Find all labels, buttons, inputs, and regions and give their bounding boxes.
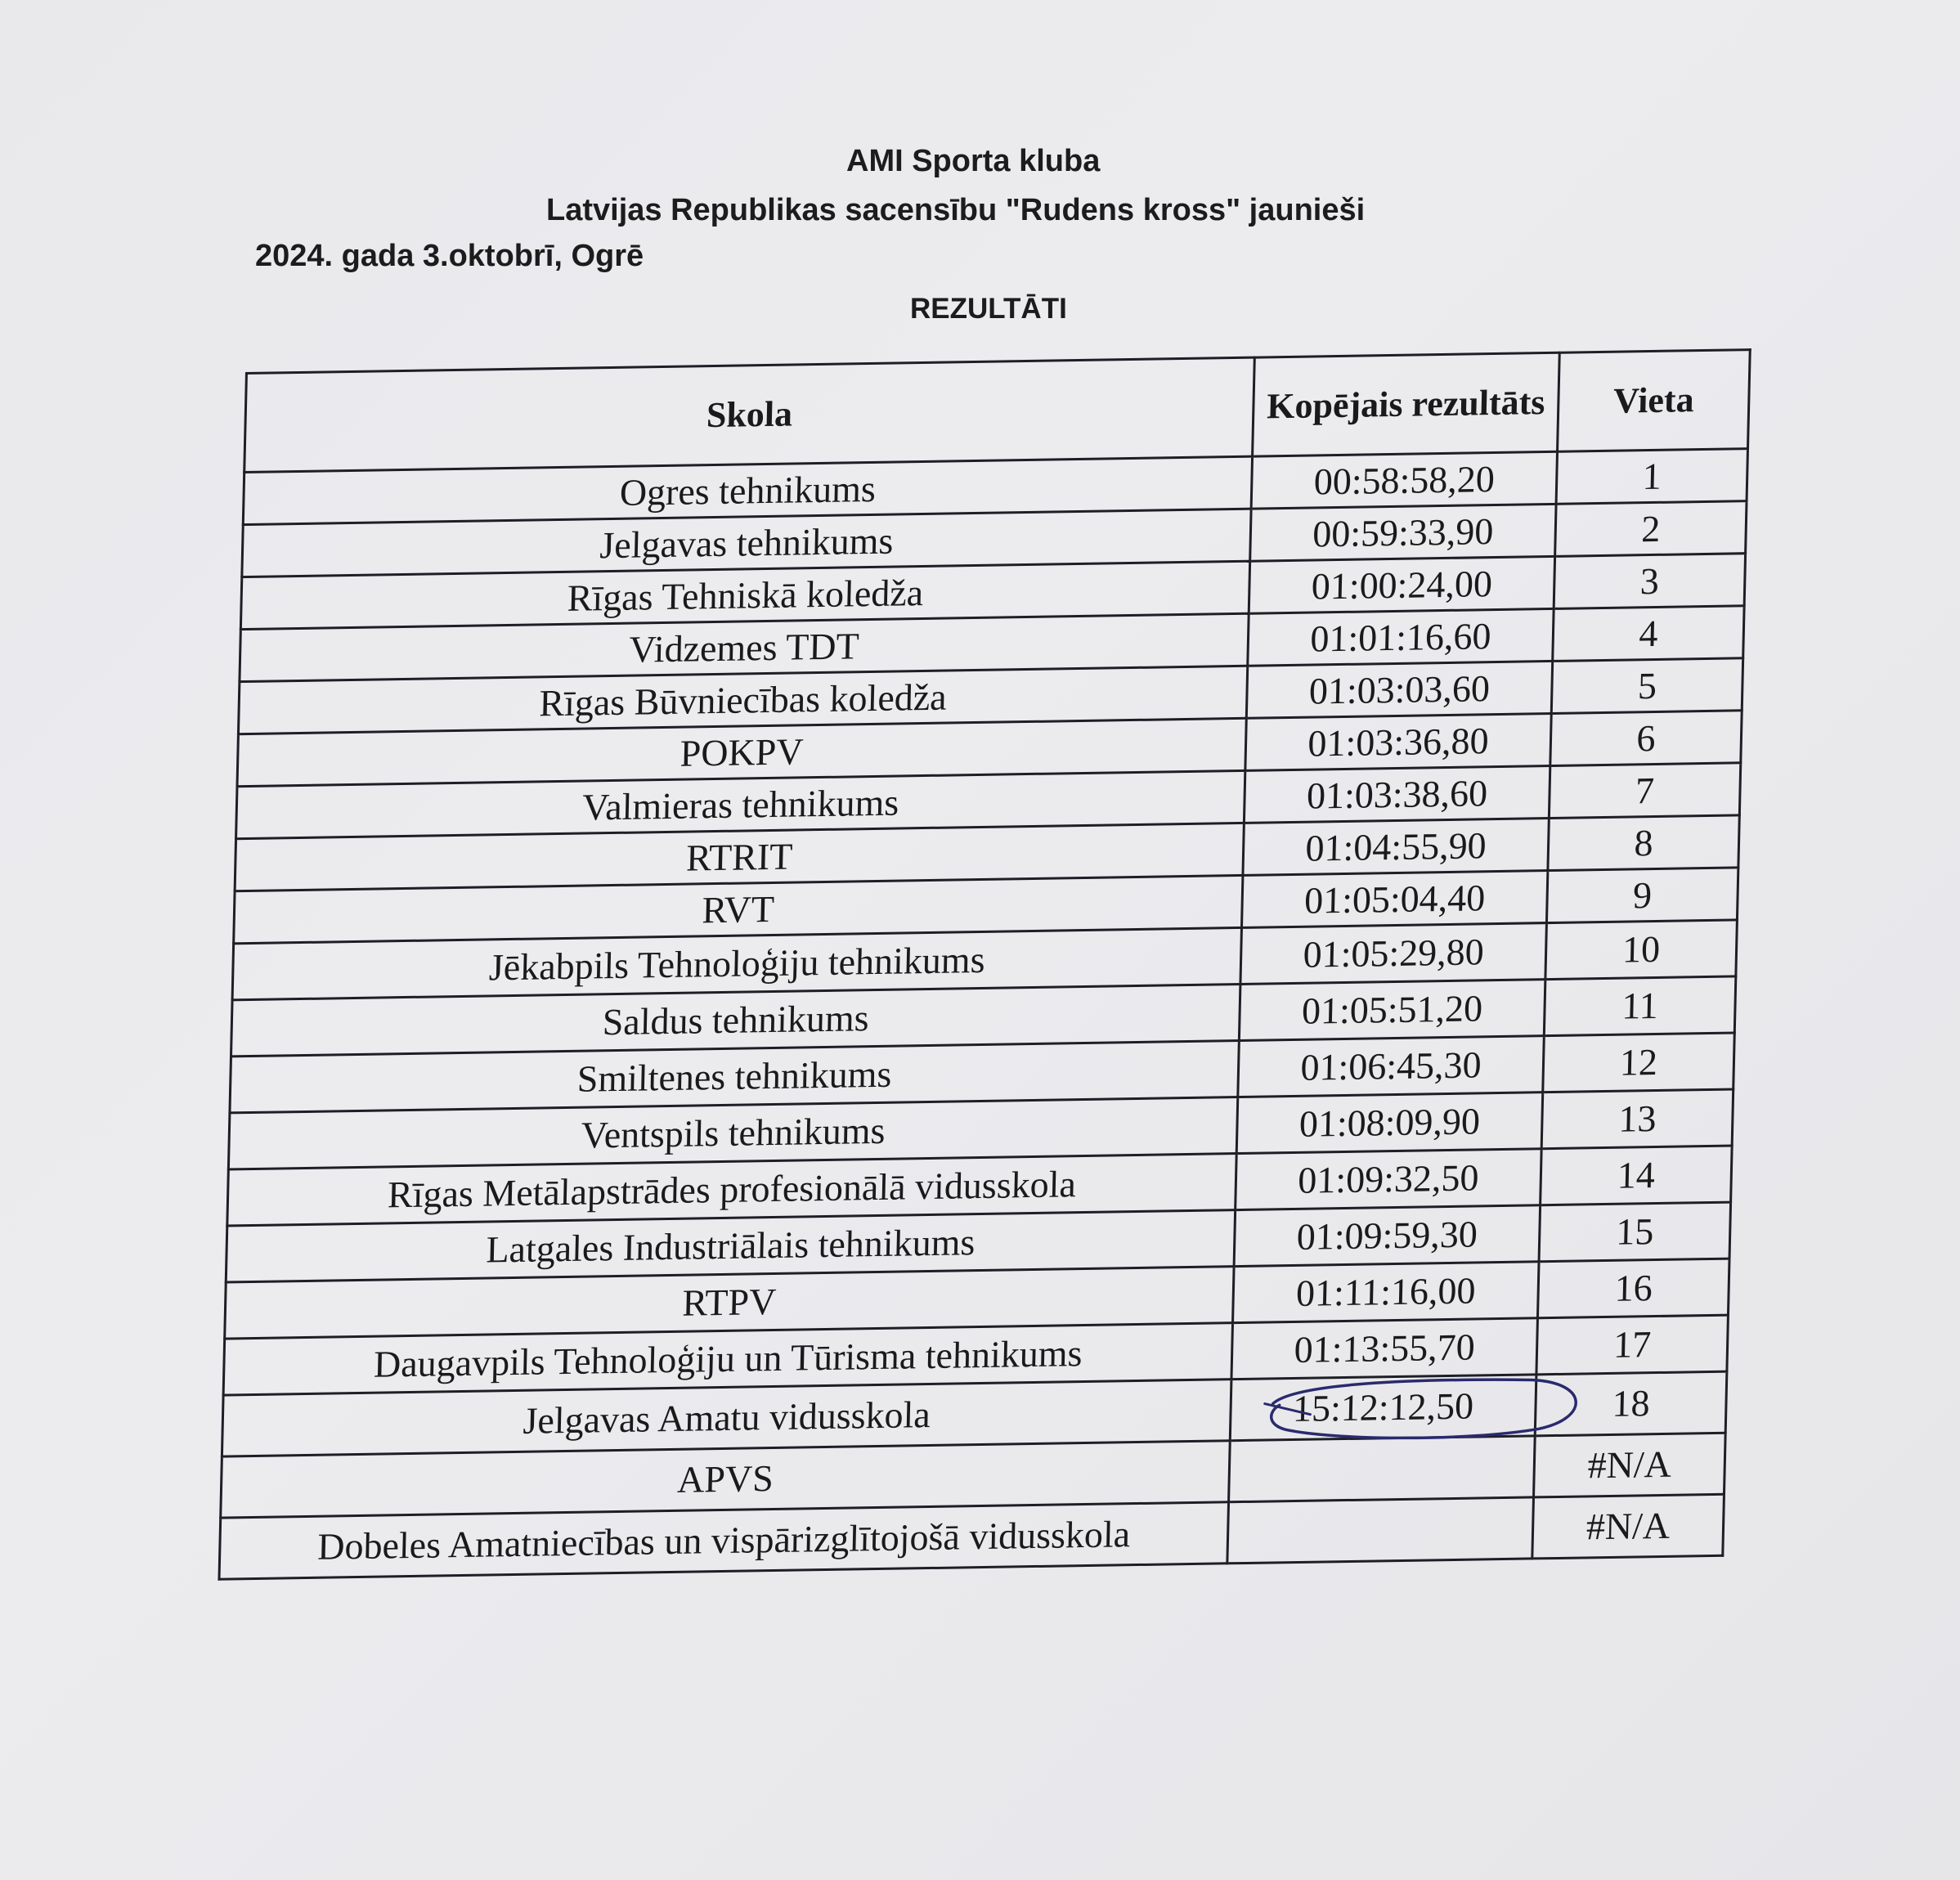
school-name-cell: Jelgavas tehnikums — [242, 509, 1251, 577]
event-date-location: 2024. gada 3.oktobrī, Ogrē — [255, 239, 644, 273]
total-result-cell: 01:05:29,80 — [1240, 923, 1547, 985]
column-header-total-result: Kopējais rezultāts — [1253, 352, 1560, 456]
total-result-cell — [1230, 1375, 1536, 1441]
school-name-cell: Dobeles Amatniecības un vispārizglītojošā vidusskola — [219, 1502, 1229, 1579]
school-name-cell: RTPV — [225, 1267, 1234, 1339]
total-result-cell: 01:03:03,60 — [1246, 661, 1552, 718]
total-result-cell — [1229, 1436, 1536, 1502]
school-name-cell: Vidzemes TDT — [240, 613, 1249, 681]
place-cell: 17 — [1536, 1315, 1729, 1375]
total-result-cell: 01:04:55,90 — [1243, 819, 1549, 876]
place-cell: 15 — [1539, 1202, 1731, 1262]
school-name-cell: Rīgas Būvniecības koledža — [238, 666, 1247, 734]
school-name-cell: APVS — [221, 1441, 1231, 1518]
place-cell: 10 — [1545, 920, 1738, 980]
total-result-cell: 01:06:45,30 — [1238, 1036, 1545, 1097]
total-result-cell: 01:09:59,30 — [1234, 1205, 1541, 1267]
event-title: Latvijas Republikas sacensību "Rudens kross" jaunieši — [546, 193, 1366, 227]
results-table-body — [219, 449, 1747, 1580]
school-name-cell: Jēkabpils Tehnoloģiju tehnikums — [232, 927, 1241, 999]
place-cell: 12 — [1543, 1033, 1735, 1093]
school-name-cell: Saldus tehnikums — [231, 984, 1240, 1056]
school-name-cell: POKPV — [237, 718, 1246, 786]
school-name-cell: RVT — [234, 875, 1243, 943]
school-name-cell: RTRIT — [235, 823, 1244, 891]
place-cell: #N/A — [1534, 1433, 1726, 1497]
school-name-cell: Smiltenes tehnikums — [230, 1041, 1239, 1113]
place-cell: 3 — [1554, 554, 1745, 609]
pen-circle-mark — [1261, 1374, 1590, 1443]
handwritten-circled-result — [1292, 1384, 1474, 1430]
school-name-cell: Ogres tehnikums — [243, 456, 1252, 524]
place-cell: 4 — [1553, 606, 1744, 662]
school-name-cell: Jelgavas Amatu vidusskola — [222, 1380, 1231, 1456]
place-cell: 9 — [1546, 868, 1738, 923]
total-result-cell: 01:05:51,20 — [1239, 980, 1545, 1041]
results-table-wrapper — [218, 348, 1751, 1581]
total-result-cell: 01:00:24,00 — [1249, 556, 1554, 613]
total-result-cell: 00:59:33,90 — [1250, 504, 1556, 561]
place-cell: 1 — [1556, 449, 1747, 505]
section-title: REZULTĀTI — [910, 293, 1067, 325]
place-cell: 18 — [1535, 1371, 1727, 1436]
total-result-cell: 01:01:16,60 — [1248, 608, 1554, 666]
school-name-cell: Ventspils tehnikums — [228, 1097, 1237, 1169]
total-result-cell: 01:05:04,40 — [1241, 871, 1547, 928]
results-table — [218, 348, 1751, 1581]
total-result-value: 15:12:12,50 — [1292, 1384, 1474, 1430]
total-result-cell: 01:09:32,50 — [1236, 1149, 1542, 1210]
school-name-cell: Latgales Industriālais tehnikums — [226, 1210, 1235, 1282]
place-cell: 13 — [1541, 1089, 1734, 1149]
school-name-cell: Valmieras tehnikums — [236, 770, 1245, 838]
place-cell: 8 — [1548, 815, 1739, 871]
total-result-cell: 01:11:16,00 — [1233, 1262, 1540, 1323]
place-cell: 2 — [1555, 501, 1747, 557]
place-cell: 16 — [1537, 1259, 1729, 1318]
school-name-cell: Rīgas Tehniskā koledža — [240, 561, 1249, 629]
place-cell: 11 — [1544, 976, 1736, 1036]
total-result-cell: 01:03:38,60 — [1244, 765, 1550, 823]
place-cell: 7 — [1549, 763, 1740, 819]
column-header-place: Vieta — [1558, 350, 1751, 452]
organizer-title: AMI Sporta kluba — [846, 144, 1101, 178]
place-cell: 14 — [1541, 1146, 1733, 1205]
school-name-cell: Daugavpils Tehnoloģiju un Tūrisma tehnikums — [223, 1323, 1232, 1395]
school-name-cell: Rīgas Metālapstrādes profesionālā vidusskola — [227, 1154, 1236, 1226]
total-result-cell: 01:03:36,80 — [1245, 713, 1551, 770]
total-result-cell: 01:08:09,90 — [1236, 1093, 1543, 1154]
total-result-cell: 01:13:55,70 — [1231, 1318, 1538, 1380]
total-result-cell — [1227, 1497, 1534, 1564]
place-cell: 6 — [1550, 711, 1742, 766]
place-cell: #N/A — [1532, 1494, 1725, 1559]
total-result-cell: 00:58:58,20 — [1251, 451, 1557, 509]
column-header-school: Skola — [244, 357, 1255, 472]
place-cell: 5 — [1551, 658, 1742, 714]
